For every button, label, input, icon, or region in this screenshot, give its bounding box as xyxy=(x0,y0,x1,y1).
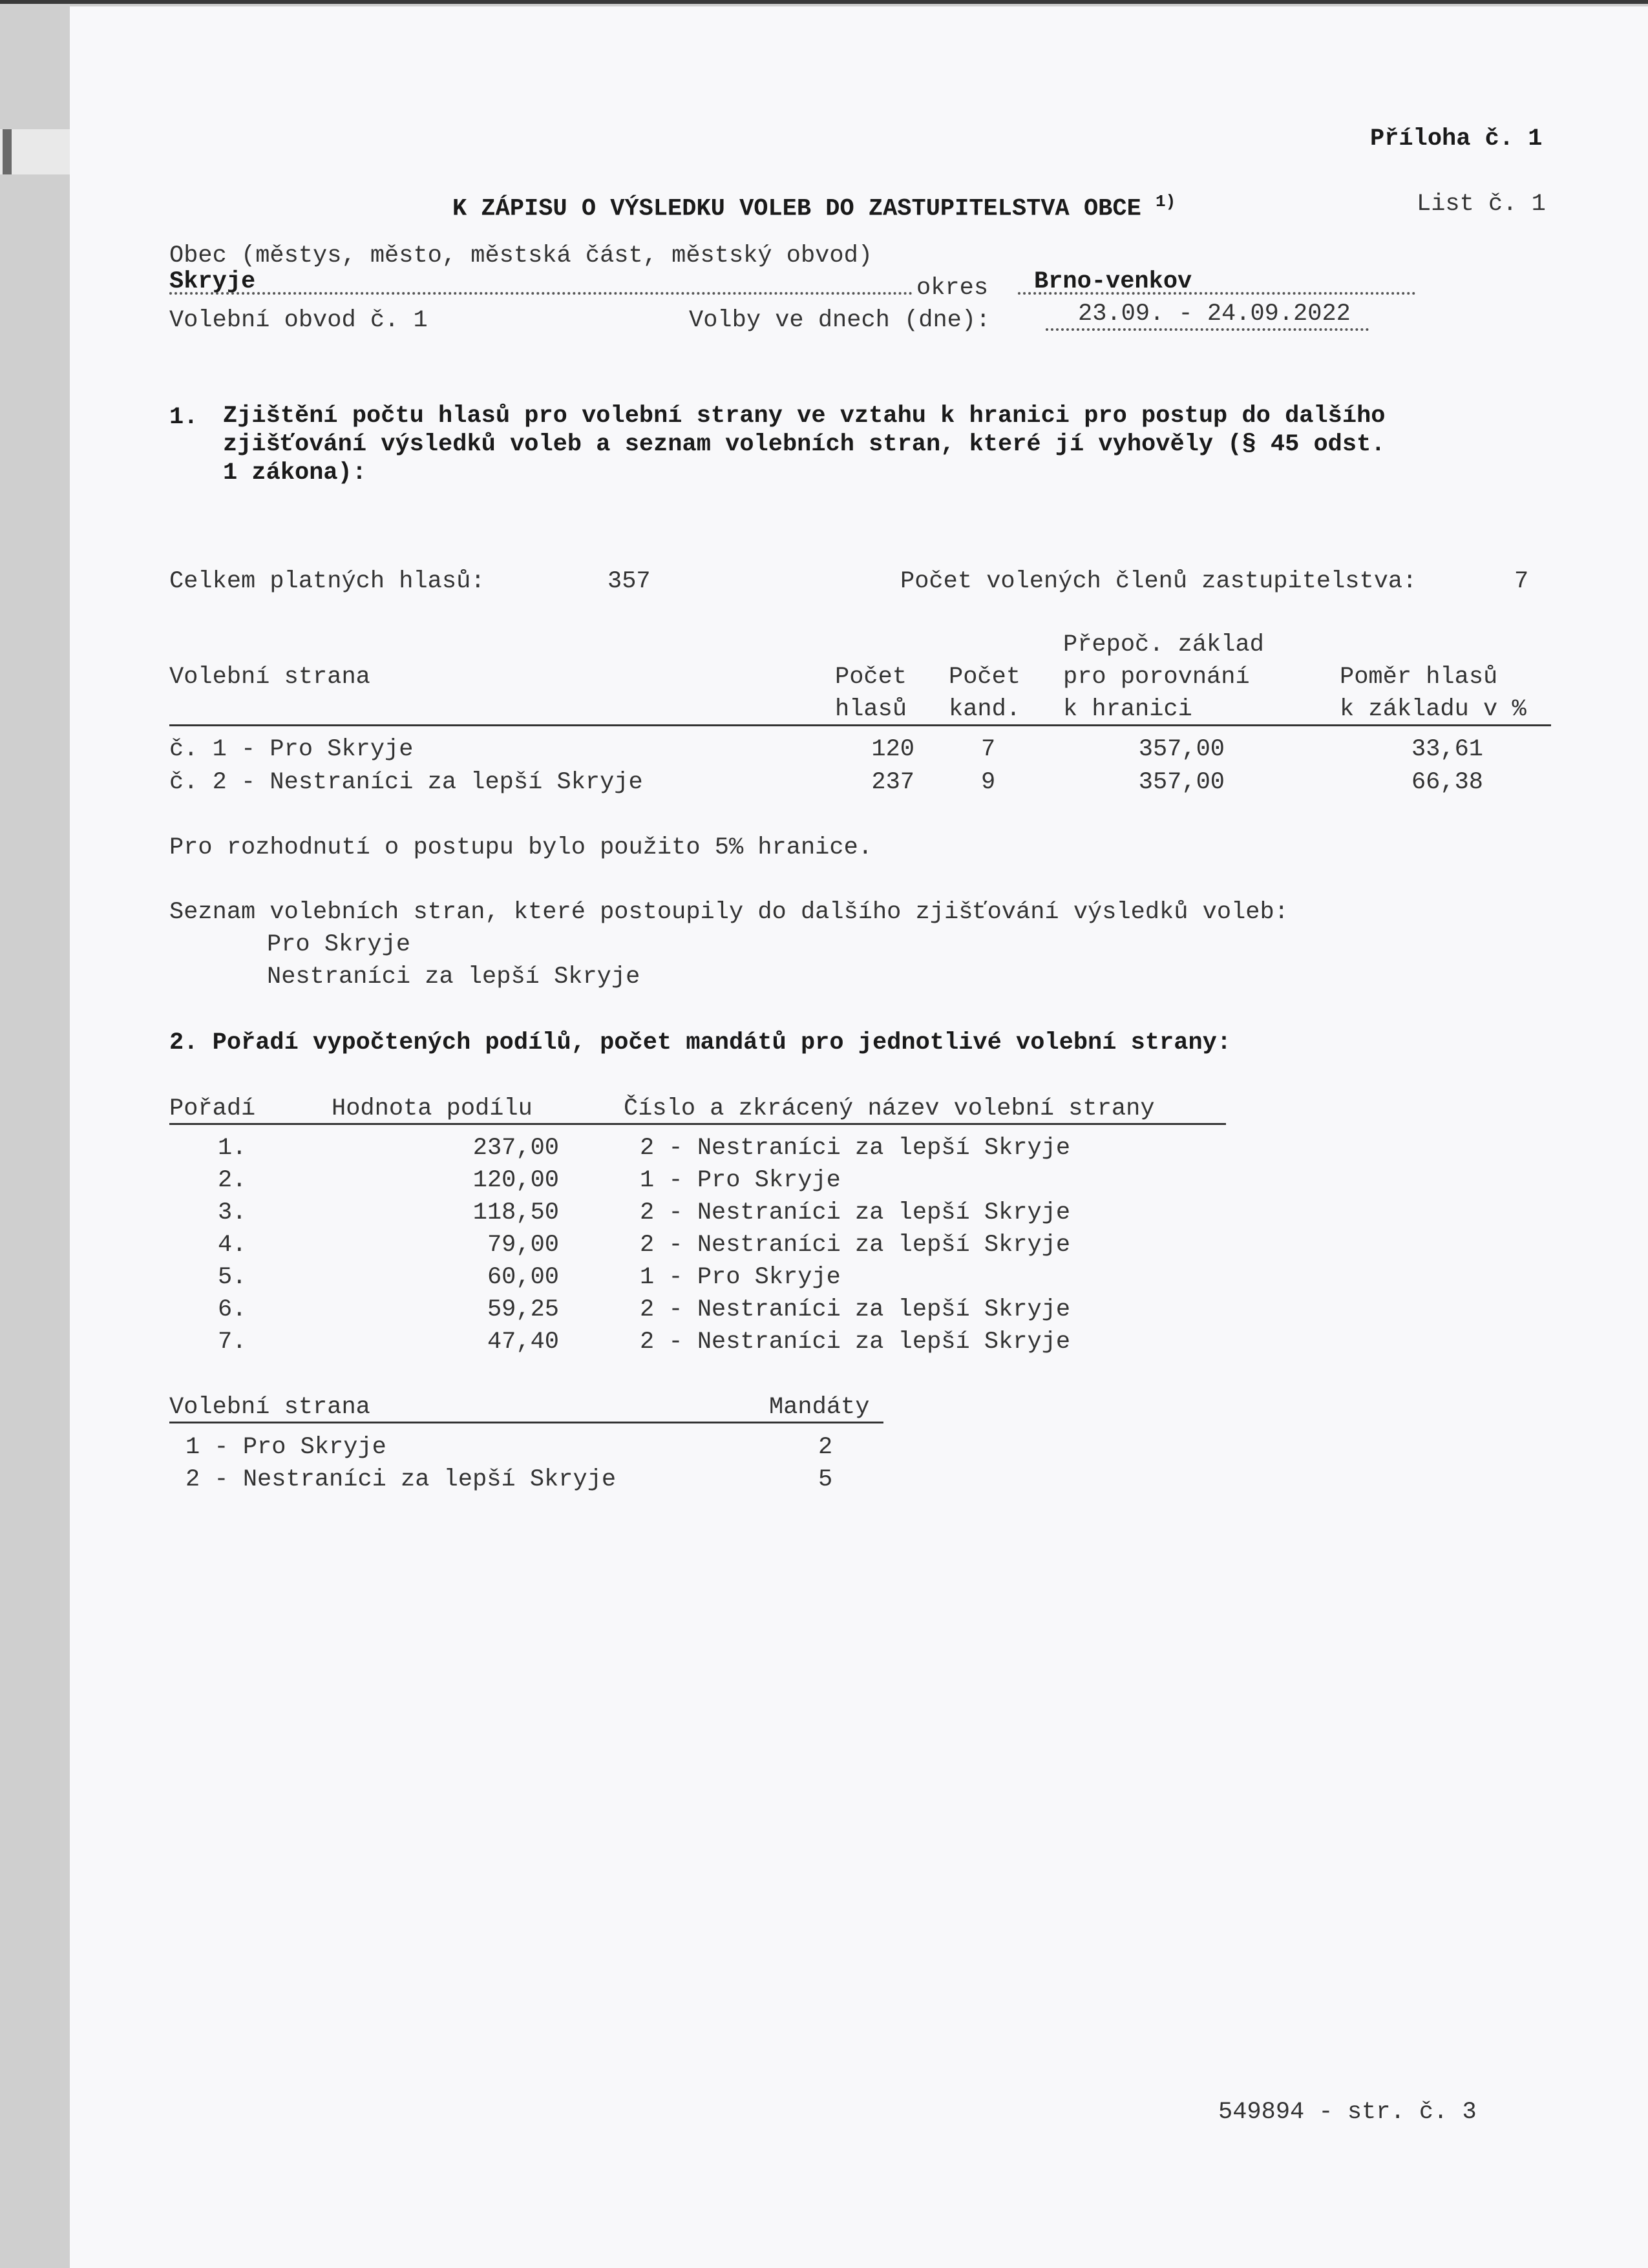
scan-left-strip xyxy=(0,129,71,174)
quota-order: 5. xyxy=(218,1264,247,1291)
row-votes: 237 xyxy=(871,769,914,796)
row-base: 357,00 xyxy=(1138,769,1225,796)
mandates-party-header: Volební strana xyxy=(169,1394,370,1421)
threshold-note: Pro rozhodnutí o postupu bylo použito 5% hranice. xyxy=(169,834,872,861)
mandates-count: 5 xyxy=(818,1466,833,1493)
election-dates: 23.09. - 24.09.2022 xyxy=(1078,300,1351,328)
col-order-header: Pořadí xyxy=(169,1095,256,1122)
quota-order: 4. xyxy=(218,1232,247,1259)
row-ratio: 66,38 xyxy=(1411,769,1483,796)
municipality-name: Skryje xyxy=(169,268,256,295)
col-value-header: Hodnota podílu xyxy=(332,1095,533,1122)
municipality-dots xyxy=(169,292,913,295)
mandates-party: 1 - Pro Skryje xyxy=(185,1434,386,1461)
scan-top-edge xyxy=(0,0,1648,4)
district-label: okres xyxy=(916,275,989,302)
quota-value: 237,00 xyxy=(472,1135,559,1162)
quota-party: 2 - Nestraníci za lepší Skryje xyxy=(640,1232,1071,1259)
members-value: 7 xyxy=(1514,568,1529,595)
row-votes: 120 xyxy=(871,736,914,763)
section1-heading-line1: Zjištění počtu hlasů pro volební strany ve vztahu k hranici pro postup do dalšího xyxy=(223,403,1386,430)
quota-value: 120,00 xyxy=(472,1167,559,1194)
title-text: K ZÁPISU O VÝSLEDKU VOLEB DO ZASTUPITELSTVA OBCE xyxy=(452,195,1141,223)
advanced-party: Nestraníci za lepší Skryje xyxy=(267,963,640,991)
col-votes-header-2: hlasů xyxy=(835,696,907,723)
quota-value: 79,00 xyxy=(487,1232,559,1259)
section1-heading-line3: 1 zákona): xyxy=(223,459,367,487)
row-ratio: 33,61 xyxy=(1411,736,1483,763)
quota-order: 7. xyxy=(218,1328,247,1356)
mandates-party: 2 - Nestraníci za lepší Skryje xyxy=(185,1466,617,1493)
col-ratio-header-2: k základu v % xyxy=(1340,696,1527,723)
quota-value: 60,00 xyxy=(487,1264,559,1291)
row-party: č. 2 - Nestraníci za lepší Skryje xyxy=(169,769,643,796)
valid-votes-value: 357 xyxy=(607,568,651,595)
title-footnote: 1) xyxy=(1156,192,1176,211)
quota-party: 2 - Nestraníci za lepší Skryje xyxy=(640,1199,1071,1226)
quota-party: 2 - Nestraníci za lepší Skryje xyxy=(640,1328,1071,1356)
district-dots xyxy=(1018,292,1415,295)
quota-value: 59,25 xyxy=(487,1296,559,1323)
section1-heading-line2: zjišťování výsledků voleb a seznam volebních stran, které jí vyhověly (§ 45 odst. xyxy=(223,431,1386,458)
attachment-label: Příloha č. 1 xyxy=(1370,125,1543,152)
electoral-district: Volební obvod č. 1 xyxy=(169,307,428,334)
document-title xyxy=(452,187,1176,223)
quota-value: 47,40 xyxy=(487,1328,559,1356)
col-party-header: Volební strana xyxy=(169,664,370,691)
mandates-count-header: Mandáty xyxy=(769,1394,870,1421)
col-votes-header-1: Počet xyxy=(835,664,907,691)
table2-header-rule xyxy=(169,1123,1226,1125)
col-candidates-header-2: kand. xyxy=(949,696,1021,723)
district-name: Brno-venkov xyxy=(1034,268,1192,295)
quota-order: 2. xyxy=(218,1167,247,1194)
quota-order: 3. xyxy=(218,1199,247,1226)
quota-party: 1 - Pro Skryje xyxy=(640,1264,841,1291)
section2-heading: 2. Pořadí vypočtených podílů, počet mandátů pro jednotlivé volební strany: xyxy=(169,1029,1232,1056)
row-candidates: 9 xyxy=(981,769,996,796)
quota-order: 6. xyxy=(218,1296,247,1323)
quota-party: 2 - Nestraníci za lepší Skryje xyxy=(640,1135,1071,1162)
col-ratio-header-1: Poměr hlasů xyxy=(1340,664,1498,691)
mandates-header-rule xyxy=(169,1422,883,1423)
page-footer: 549894 - str. č. 3 xyxy=(1218,2099,1477,2126)
col-base-header-1: Přepoč. základ xyxy=(1063,631,1264,658)
mandates-count: 2 xyxy=(818,1434,833,1461)
col-base-header-2: pro porovnání xyxy=(1063,664,1250,691)
quota-value: 118,50 xyxy=(472,1199,559,1226)
col-base-header-3: k hranici xyxy=(1063,696,1192,723)
row-candidates: 7 xyxy=(981,736,996,763)
table1-header-rule xyxy=(169,724,1551,726)
valid-votes-label: Celkem platných hlasů: xyxy=(169,568,485,595)
dates-dots xyxy=(1046,328,1369,331)
advanced-label: Seznam volebních stran, které postoupily do dalšího zjišťování výsledků voleb: xyxy=(169,899,1289,926)
col-party-header: Číslo a zkrácený název volební strany xyxy=(624,1095,1155,1122)
members-label: Počet volených členů zastupitelstva: xyxy=(900,568,1417,595)
section1-number: 1. xyxy=(169,404,198,431)
advanced-party: Pro Skryje xyxy=(267,931,411,958)
sheet-label: List č. 1 xyxy=(1417,191,1546,218)
row-base: 357,00 xyxy=(1138,736,1225,763)
quota-party: 1 - Pro Skryje xyxy=(640,1167,841,1194)
quota-order: 1. xyxy=(218,1135,247,1162)
dates-label: Volby ve dnech (dne): xyxy=(689,307,991,334)
municipality-label: Obec (městys, město, městská část, městský obvod) xyxy=(169,242,872,269)
quota-party: 2 - Nestraníci za lepší Skryje xyxy=(640,1296,1071,1323)
col-candidates-header-1: Počet xyxy=(949,664,1021,691)
row-party: č. 1 - Pro Skryje xyxy=(169,736,414,763)
